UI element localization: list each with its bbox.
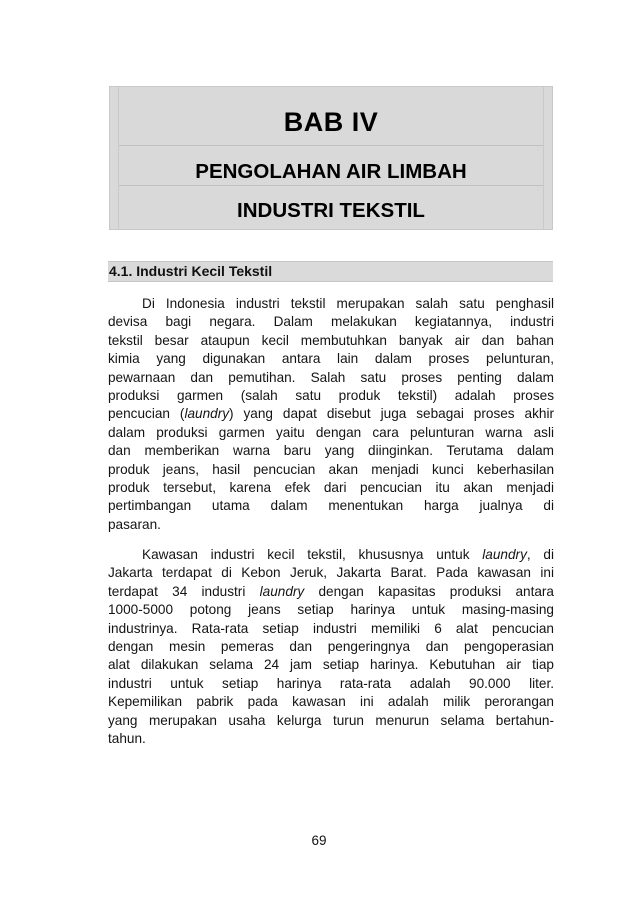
text-run: , di	[526, 547, 554, 562]
italic-term: laundry	[259, 583, 305, 599]
text-run: dengan kapasitas produksi antara	[304, 583, 554, 599]
text-run: pencucian (	[108, 406, 185, 422]
paragraph-line: tahun.	[108, 730, 146, 746]
chapter-number: BAB IV	[283, 107, 379, 137]
paragraph-line: pewarnaan dan pemutihan. Salah satu proses penting dalam	[108, 369, 554, 385]
section-heading: 4.1. Industri Kecil Tekstil	[108, 261, 553, 282]
paragraph-line: produk tersebut, karena efek dari pencucian itu akan menjadi	[108, 479, 554, 495]
paragraph-line: pasaran.	[108, 516, 161, 532]
paragraph-line: alat dilakukan selama 24 jam setiap harinya. Kebutuhan air tiap	[108, 657, 554, 673]
paragraph-line: dan memberikan warna baru yang diinginkan. Terutama dalam	[108, 443, 554, 459]
paragraph-line: dalam produksi garmen yaitu dengan cara pelunturan warna asli	[108, 424, 554, 440]
paragraph-line: Di Indonesia industri tekstil merupakan salah satu penghasil	[142, 296, 554, 311]
text-run: ) yang dapat disebut juga sebagai proses akhir	[229, 406, 554, 422]
chapter-box-divider	[118, 145, 544, 146]
paragraph-2	[108, 546, 554, 748]
paragraph-line: Kepemilikan pabrik pada kawasan ini adalah milik perorangan	[108, 694, 554, 710]
page-number: 69	[311, 833, 327, 848]
paragraph-line: dengan mesin pemeras dan pengeringnya dan pengoperasian	[108, 638, 554, 654]
italic-term: laundry	[482, 547, 527, 562]
paragraph-line: produksi garmen (salah satu produk tekstil) adalah proses	[108, 387, 554, 403]
italic-term: laundry	[184, 406, 230, 422]
paragraph-line-laundry	[108, 546, 554, 564]
paragraph-line: yang merupakan usaha kelurga turun menurun selama bertahun-	[108, 712, 554, 728]
text-run: Kawasan industri kecil tekstil, khususnya untuk	[142, 547, 483, 562]
paragraph-1	[108, 295, 554, 534]
paragraph-line: industri untuk setiap harinya rata-rata adalah 90.000 liter.	[108, 675, 554, 691]
paragraph-line: 1000-5000 potong jeans setiap harinya untuk masing-masing	[108, 602, 554, 618]
chapter-title-line-2: INDUSTRI TEKSTIL	[237, 199, 425, 222]
paragraph-line: pertimbangan utama dalam menentukan harga jualnya di	[108, 498, 554, 514]
paragraph-line: tekstil besar ataupun kecil membutuhkan banyak air dan bahan	[108, 332, 554, 348]
paragraph-line-laundry	[108, 405, 554, 423]
paragraph-line: industrinya. Rata-rata setiap industri memiliki 6 alat pencucian	[108, 620, 554, 636]
paragraph-line: kimia yang digunakan antara lain dalam proses pelunturan,	[108, 351, 554, 367]
paragraph-line: devisa bagi negara. Dalam melakukan kegiatannya, industri	[108, 314, 554, 330]
chapter-box-divider	[118, 185, 544, 186]
chapter-title-line-1: PENGOLAHAN AIR LIMBAH	[195, 160, 467, 183]
text-run: terdapat 34 industri	[108, 583, 260, 599]
chapter-title-box	[109, 86, 553, 230]
paragraph-line: Jakarta terdapat di Kebon Jeruk, Jakarta Barat. Pada kawasan ini	[108, 565, 554, 581]
paragraph-line-laundry	[108, 583, 554, 601]
paragraph-line: produk jeans, hasil pencucian akan menjadi kunci keberhasilan	[108, 461, 554, 477]
